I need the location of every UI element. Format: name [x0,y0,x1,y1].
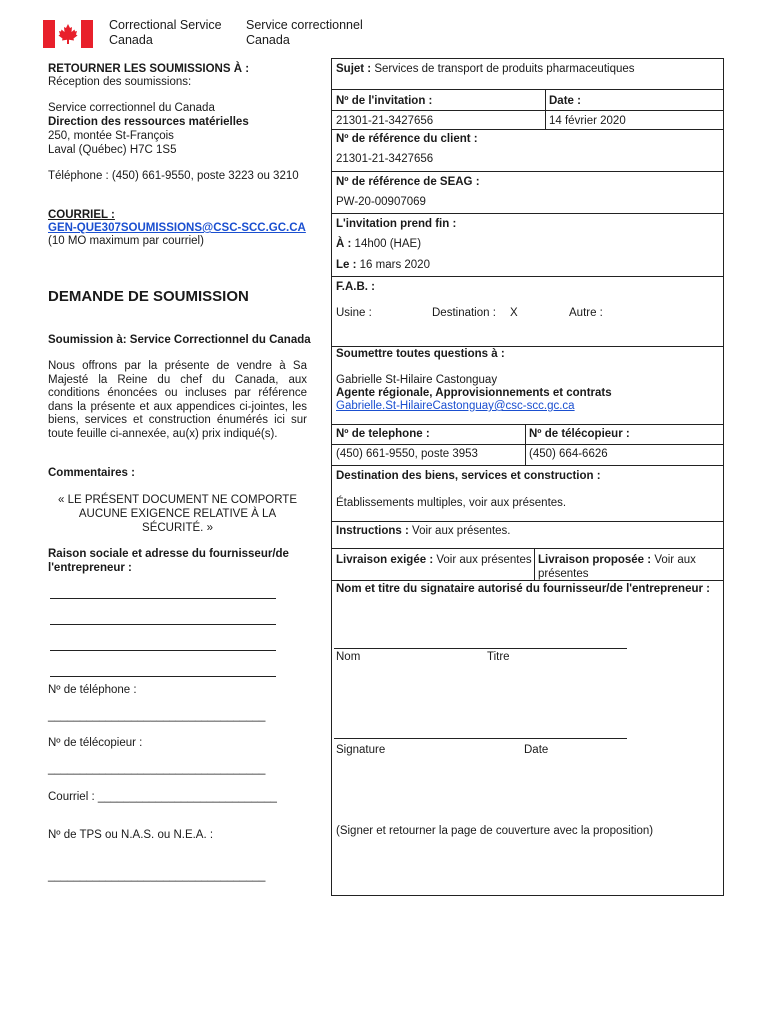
email-field[interactable]: Courriel : ____________________________ [48,791,277,803]
fax-field[interactable]: __________________________________ [48,763,266,775]
date-label: Date : [549,95,581,107]
contact-fax: (450) 664-6626 [529,448,608,460]
return-phone: Téléphone : (450) 661-9550, poste 3223 ou 3210 [48,170,299,182]
ends-date-label: Le : [336,259,357,271]
email-label: COURRIEL : [48,209,115,221]
sign-return-note: (Signer et retourner la page de couverture avec la proposition) [336,825,654,837]
supplier-address-line-1[interactable] [50,598,276,599]
phone-field[interactable]: __________________________________ [48,710,266,722]
delivery-proposed-value-line-2: présentes [538,568,589,580]
delivery-proposed [538,553,696,567]
signature-caption: Signature [336,744,386,756]
supplier-label-line-1: Raison sociale et adresse du fournisseur/de [48,548,289,560]
instructions-value: Voir aux présentes. [412,525,511,537]
contact-title: Agente régionale, Approvisionnements et contrats [336,387,612,399]
supplier-label-line-2: l'entrepreneur : [48,562,132,574]
name-caption: Nom [336,651,361,663]
contact-email-link[interactable]: Gabrielle.St-HilaireCastonguay@csc-scc.gc.ca [336,400,575,412]
tps-label: Nº de TPS ou N.A.S. ou N.E.A. : [48,829,214,841]
contact-phone-label: Nº de telephone : [336,428,430,440]
invitation-ends-time [336,237,421,251]
client-reference: 21301-21-3427656 [336,153,434,165]
return-title: RETOURNER LES SOUMISSIONS À : [48,63,250,75]
dept-name-fr-line1: Service correctionnel [246,18,363,32]
instructions-row [336,524,511,538]
delivery-required-value: Voir aux présentes [436,554,532,566]
address-line-3: 250, montée St-François [48,130,174,142]
name-title-signature-line[interactable] [334,648,627,649]
invitation-ends-date [336,258,430,272]
supplier-address-line-4[interactable] [50,676,276,677]
questions-label: Soumettre toutes questions à : [336,348,505,360]
seag-reference-label: Nº de référence de SEAG : [336,176,480,188]
offer-paragraph: Nous offrons par la présente de vendre à Sa Majesté la Reine du chef du Canada, aux conditions énoncées ou incluses par référence dans la présente et aux appendices ci-jointes, les biens, services et construction énumérés ici sur toute feuille ci-annexée, au(x) prix indiqué(s). [48,360,307,440]
invitation-number: 21301-21-3427656 [336,115,434,127]
comments-label: Commentaires : [48,467,135,479]
delivery-proposed-label: Livraison proposée : [538,554,652,566]
page-title: DEMANDE DE SOUMISSION [48,288,249,305]
fab-destination: Destination : [432,307,496,319]
delivery-proposed-value: Voir aux [654,554,696,566]
supplier-address-line-2[interactable] [50,624,276,625]
dept-name-en-line1: Correctional Service [109,18,222,32]
client-reference-label: Nº de référence du client : [336,133,478,145]
fax-label: Nº de télécopieur : [48,737,143,749]
comment-line-1: « LE PRÉSENT DOCUMENT NE COMPORTE [58,494,297,506]
dept-name-en-line2: Canada [109,33,153,47]
address-line-1: Service correctionnel du Canada [48,102,215,114]
destination-value: Établissements multiples, voir aux présentes. [336,497,567,509]
instructions-label: Instructions : [336,525,409,537]
supplier-address-line-3[interactable] [50,650,276,651]
signature-line[interactable] [334,738,627,739]
comment-line-3: SÉCURITÉ. » [142,522,213,534]
date-caption: Date [524,744,549,756]
delivery-required [336,553,532,567]
return-subtitle: Réception des soumissions: [48,76,192,88]
date-value: 14 février 2020 [549,115,626,127]
subject-value: Services de transport de produits pharmaceutiques [374,63,635,75]
dept-name-fr-line2: Canada [246,33,290,47]
phone-label: Nº de téléphone : [48,684,137,696]
email-note: (10 MO maximum par courriel) [48,235,204,247]
email-link[interactable]: GEN-QUE307SOUMISSIONS@CSC-SCC.GC.CA [48,222,306,234]
destination-label: Destination des biens, services et construction : [336,470,601,482]
delivery-required-label: Livraison exigée : [336,554,434,566]
subject-label: Sujet : [336,63,372,75]
invitation-ends-label: L'invitation prend fin : [336,218,457,230]
contact-name: Gabrielle St-Hilaire Castonguay [336,374,498,386]
contact-fax-label: Nº de télécopieur : [529,428,630,440]
ends-date-value: 16 mars 2020 [359,259,430,271]
subject-row [336,62,635,76]
comment-line-2: AUCUNE EXIGENCE RELATIVE À LA [78,508,277,520]
ends-time-label: À : [336,238,352,250]
title-caption: Titre [487,651,510,663]
signatory-label: Nom et titre du signataire autorisé du fournisseur/de l'entrepreneur : [336,583,710,595]
canada-flag-logo [43,20,93,48]
seag-reference: PW-20-00907069 [336,196,426,208]
fab-label: F.A.B. : [336,281,375,293]
fab-destination-mark: X [510,307,518,319]
fab-usine: Usine : [336,307,372,319]
address-line-2: Direction des ressources matérielles [48,116,249,128]
tps-field[interactable]: __________________________________ [48,870,266,882]
fab-autre: Autre : [569,307,603,319]
invitation-number-label: Nº de l'invitation : [336,95,433,107]
ends-time-value: 14h00 (HAE) [354,238,422,250]
contact-phone: (450) 661-9550, poste 3953 [336,448,478,460]
submission-to: Soumission à: Service Correctionnel du Canada [48,334,311,346]
address-line-4: Laval (Québec) H7C 1S5 [48,144,177,156]
